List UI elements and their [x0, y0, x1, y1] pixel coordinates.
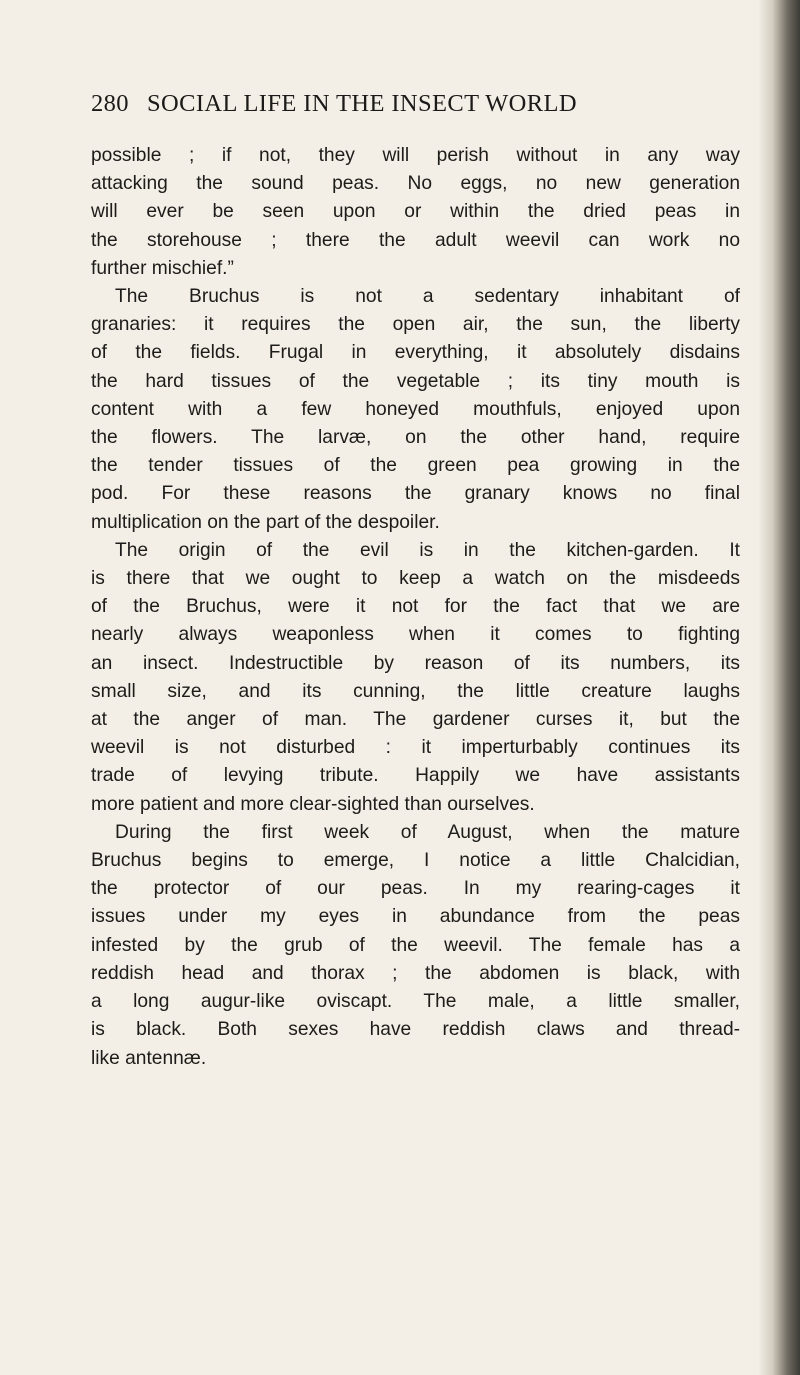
text-line: of the fields. Frugal in everything, it absolutely disdains: [91, 342, 740, 364]
text-line: the hard tissues of the vegetable ; its tiny mouth is: [91, 370, 740, 392]
body-text: [91, 142, 740, 1073]
text-line: like antennæ.: [91, 1047, 207, 1069]
text-line: of the Bruchus, were it not for the fact that we are: [91, 596, 740, 618]
paragraph: [91, 142, 740, 283]
text-line: more patient and more clear-sighted than ourselves.: [91, 793, 535, 815]
text-line: the flowers. The larvæ, on the other hand, require: [91, 427, 740, 449]
text-line: The origin of the evil is in the kitchen-garden. It: [115, 539, 740, 561]
text-line: possible ; if not, they will perish without in any way: [91, 145, 740, 166]
text-line: granaries: it requires the open air, the sun, the liberty: [91, 314, 740, 336]
text-line: trade of levying tribute. Happily we have assistants: [91, 765, 740, 787]
text-line: infested by the grub of the weevil. The female has a: [91, 934, 740, 956]
running-title: SOCIAL LIFE IN THE INSECT WORLD: [146, 90, 577, 117]
text-line: The Bruchus is not a sedentary inhabitant of: [115, 286, 740, 308]
text-line: Bruchus begins to emerge, I notice a little Chalcidian,: [91, 850, 740, 872]
text-line: weevil is not disturbed : it imperturbably continues its: [91, 737, 740, 759]
text-line: During the first week of August, when the mature: [115, 821, 740, 843]
text-line: further mischief.”: [91, 257, 234, 279]
text-line: pod. For these reasons the granary knows no final: [91, 483, 740, 505]
text-line: is black. Both sexes have reddish claws and thread-: [91, 1019, 740, 1041]
text-line: reddish head and thorax ; the abdomen is black, with: [91, 962, 740, 984]
text-line: issues under my eyes in abundance from the peas: [91, 906, 740, 928]
text-line: will ever be seen upon or within the dried peas in: [91, 201, 740, 223]
text-line: nearly always weaponless when it comes to fighting: [91, 624, 740, 646]
paragraph: [91, 283, 740, 537]
text-line: content with a few honeyed mouthfuls, enjoyed upon: [91, 398, 740, 420]
text-line: the protector of our peas. In my rearing-cages it: [91, 878, 740, 900]
text-line: at the anger of man. The gardener curses it, but the: [91, 709, 740, 731]
page-number: 280: [91, 90, 129, 117]
paragraph: [91, 819, 740, 1073]
text-line: attacking the sound peas. No eggs, no new generation: [91, 173, 740, 195]
paragraph: [91, 537, 740, 819]
text-line: an insect. Indestructible by reason of its numbers, its: [91, 652, 740, 674]
text-line: the storehouse ; there the adult weevil can work no: [91, 229, 740, 251]
text-line: multiplication on the part of the despoiler.: [91, 511, 440, 533]
text-line: the tender tissues of the green pea growing in the: [91, 455, 740, 477]
page-edge-shadow: [758, 0, 800, 1375]
text-line: a long augur-like oviscapt. The male, a little smaller,: [91, 991, 740, 1013]
running-head: [91, 90, 751, 126]
text-line: small size, and its cunning, the little creature laughs: [91, 680, 740, 702]
text-line: is there that we ought to keep a watch on the misdeeds: [91, 568, 740, 590]
